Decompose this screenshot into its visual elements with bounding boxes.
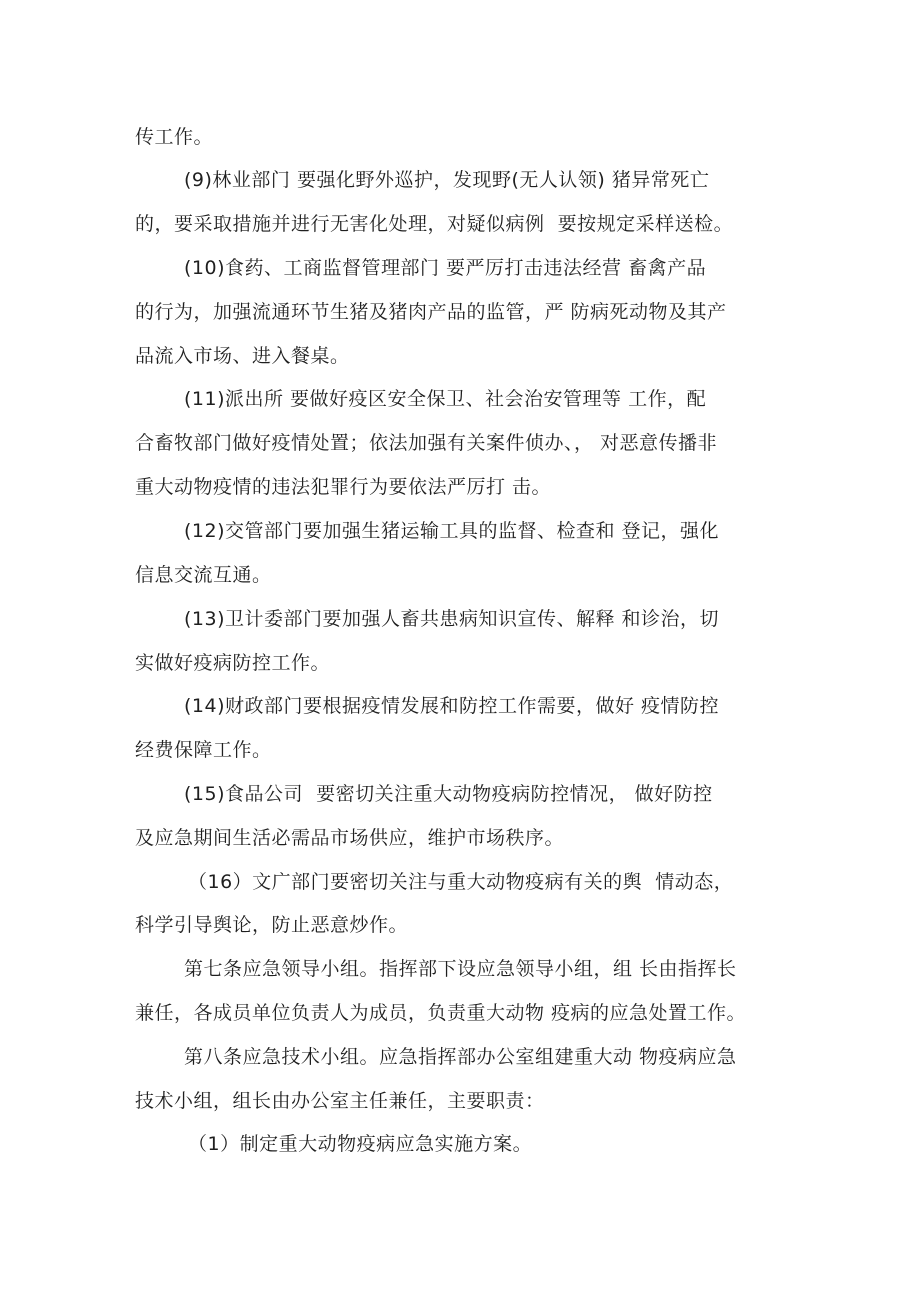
text-line: (15)食品公司 要密切关注重大动物疫病防控情况， 做好防控 [184, 783, 713, 805]
text-line: (10)食药、工商监督管理部门 要严厉打击违法经营 畜禽产品 [184, 257, 707, 279]
text-line: 品流入市场、进入餐桌。 [135, 345, 350, 367]
text-line: 兼任，各成员单位负责人为成员，负责重大动物 疫病的应急处置工作。 [135, 1002, 747, 1024]
text-line: 经费保障工作。 [135, 739, 272, 761]
text-line: 传工作。 [135, 126, 214, 148]
text-line: 第八条应急技术小组。应急指挥部办公室组建重大动 物疫病应急 [184, 1046, 737, 1068]
text-line: 合畜牧部门做好疫情处置；依法加强有关案件侦办、， 对恶意传播非 [135, 432, 718, 454]
text-line: 及应急期间生活必需品市场供应，维护市场秩序。 [135, 827, 565, 849]
text-line: (9)林业部门 要强化野外巡护，发现野(无人认领) 猪异常死亡 [184, 169, 710, 191]
text-line: (12)交管部门要加强生猪运输工具的监督、检查和 登记，强化 [184, 520, 720, 542]
text-line: (13)卫计委部门要加强人畜共患病知识宣传、解释 和诊治，切 [184, 608, 720, 630]
text-line: 科学引导舆论，防止恶意炒作。 [135, 914, 409, 936]
text-line: 实做好疫病防控工作。 [135, 652, 331, 674]
text-line: (11)派出所 要做好疫区安全保卫、社会治安管理等 工作，配 [184, 388, 707, 410]
text-line: 的，要采取措施并进行无害化处理，对疑似病例 要按规定采样送检。 [135, 213, 734, 235]
text-line: （16）文广部门要密切关注与重大动物疫病有关的舆 情动态， [188, 871, 734, 893]
text-line: 技术小组，组长由办公室主任兼任，主要职责： [135, 1090, 545, 1112]
text-line: 信息交流互通。 [135, 564, 272, 586]
text-line: （1）制定重大动物疫病应急实施方案。 [188, 1133, 533, 1155]
text-line: 第七条应急领导小组。指挥部下设应急领导小组，组 长由指挥长 [184, 958, 737, 980]
text-line: (14)财政部门要根据疫情发展和防控工作需要，做好 疫情防控 [184, 695, 720, 717]
text-line: 的行为，加强流通环节生猪及猪肉产品的监管，严 防病死动物及其产 [135, 301, 727, 323]
text-line: 重大动物疫情的违法犯罪行为要依法严厉打 击。 [135, 476, 552, 498]
